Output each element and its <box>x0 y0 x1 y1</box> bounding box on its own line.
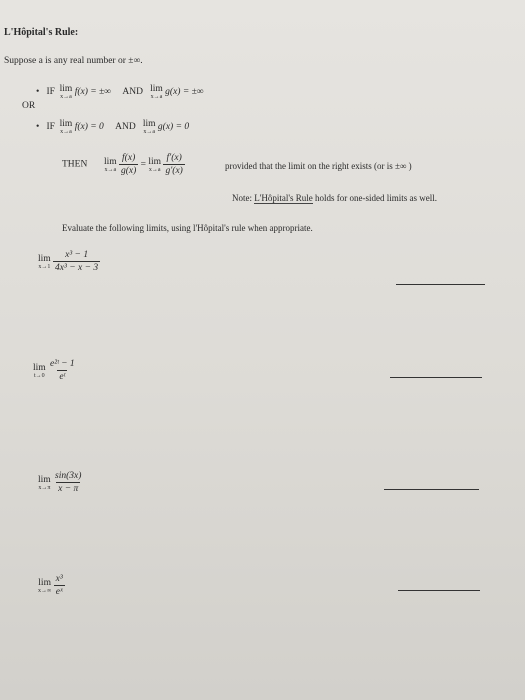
limit: lim t→0 <box>33 362 46 379</box>
provided-text: provided that the limit on the right exists (or is ±∞ ) <box>225 161 412 171</box>
limit: lim x→a <box>59 119 73 135</box>
page-title: L'Hôpital's Rule: <box>4 27 79 38</box>
limit: lim x→π <box>38 474 51 491</box>
left-expression: f(x) = ±∞ <box>74 87 112 98</box>
answer-line-1[interactable] <box>396 284 485 285</box>
note: Note: L'Hôpital's Rule holds for one-sided limits as well. <box>232 193 437 203</box>
if-label: IF <box>46 87 55 98</box>
equals-sign: = <box>140 159 147 170</box>
fraction: $\frac{\text{x³}}{\text{eˣ}}$ <box>55 574 63 597</box>
then-row <box>62 153 185 176</box>
right-expression: g(x) = 0 <box>157 122 190 133</box>
intro-text: Suppose a is any real number or ±∞. <box>4 56 143 66</box>
bullet: • <box>36 122 40 133</box>
bullet: • <box>36 87 40 98</box>
and-label: AND <box>115 122 136 133</box>
fraction: $\frac{\text{e²ᵗ − 1}}{\text{eᵗ}}$ <box>50 359 75 382</box>
limit: lim x→a <box>148 156 162 173</box>
limit: lim x→1 <box>38 253 51 270</box>
fraction: $\frac{f'(x)}{g'(x)}$ <box>165 153 183 176</box>
problem-4 <box>38 574 65 597</box>
limit: lim x→a <box>103 156 117 173</box>
case1-row <box>36 84 204 100</box>
instructions: Evaluate the following limits, using l'Hôpital's rule when appropriate. <box>62 223 313 233</box>
answer-line-2[interactable] <box>390 377 482 378</box>
left-expression: f(x) = 0 <box>74 122 104 133</box>
problem-1 <box>38 250 100 273</box>
problem-3 <box>38 471 83 494</box>
fraction: $\frac{\text{x³ − 1}}{\text{4x³ − x − 3}}$ <box>55 250 99 273</box>
case2-row <box>36 119 189 135</box>
fraction: $\frac{f(x)}{g(x)}$ <box>121 153 137 176</box>
or-label: OR <box>22 101 36 111</box>
answer-line-3[interactable] <box>384 489 479 490</box>
limit: lim x→a <box>142 119 156 135</box>
rule-name: L'Hôpital's Rule <box>254 193 313 203</box>
problem-2 <box>33 359 77 382</box>
limit: lim x→a <box>59 84 73 100</box>
limit: lim x→a <box>150 84 163 100</box>
and-label: AND <box>122 87 143 98</box>
fraction: $\frac{\sin(3x)}{x - \pi}$ <box>55 471 82 494</box>
if-label: IF <box>46 122 55 133</box>
then-label: THEN <box>62 159 88 170</box>
limit: lim x→∞ <box>38 577 52 594</box>
answer-line-4[interactable] <box>398 590 480 591</box>
right-expression: g(x) = ±∞ <box>165 87 204 98</box>
